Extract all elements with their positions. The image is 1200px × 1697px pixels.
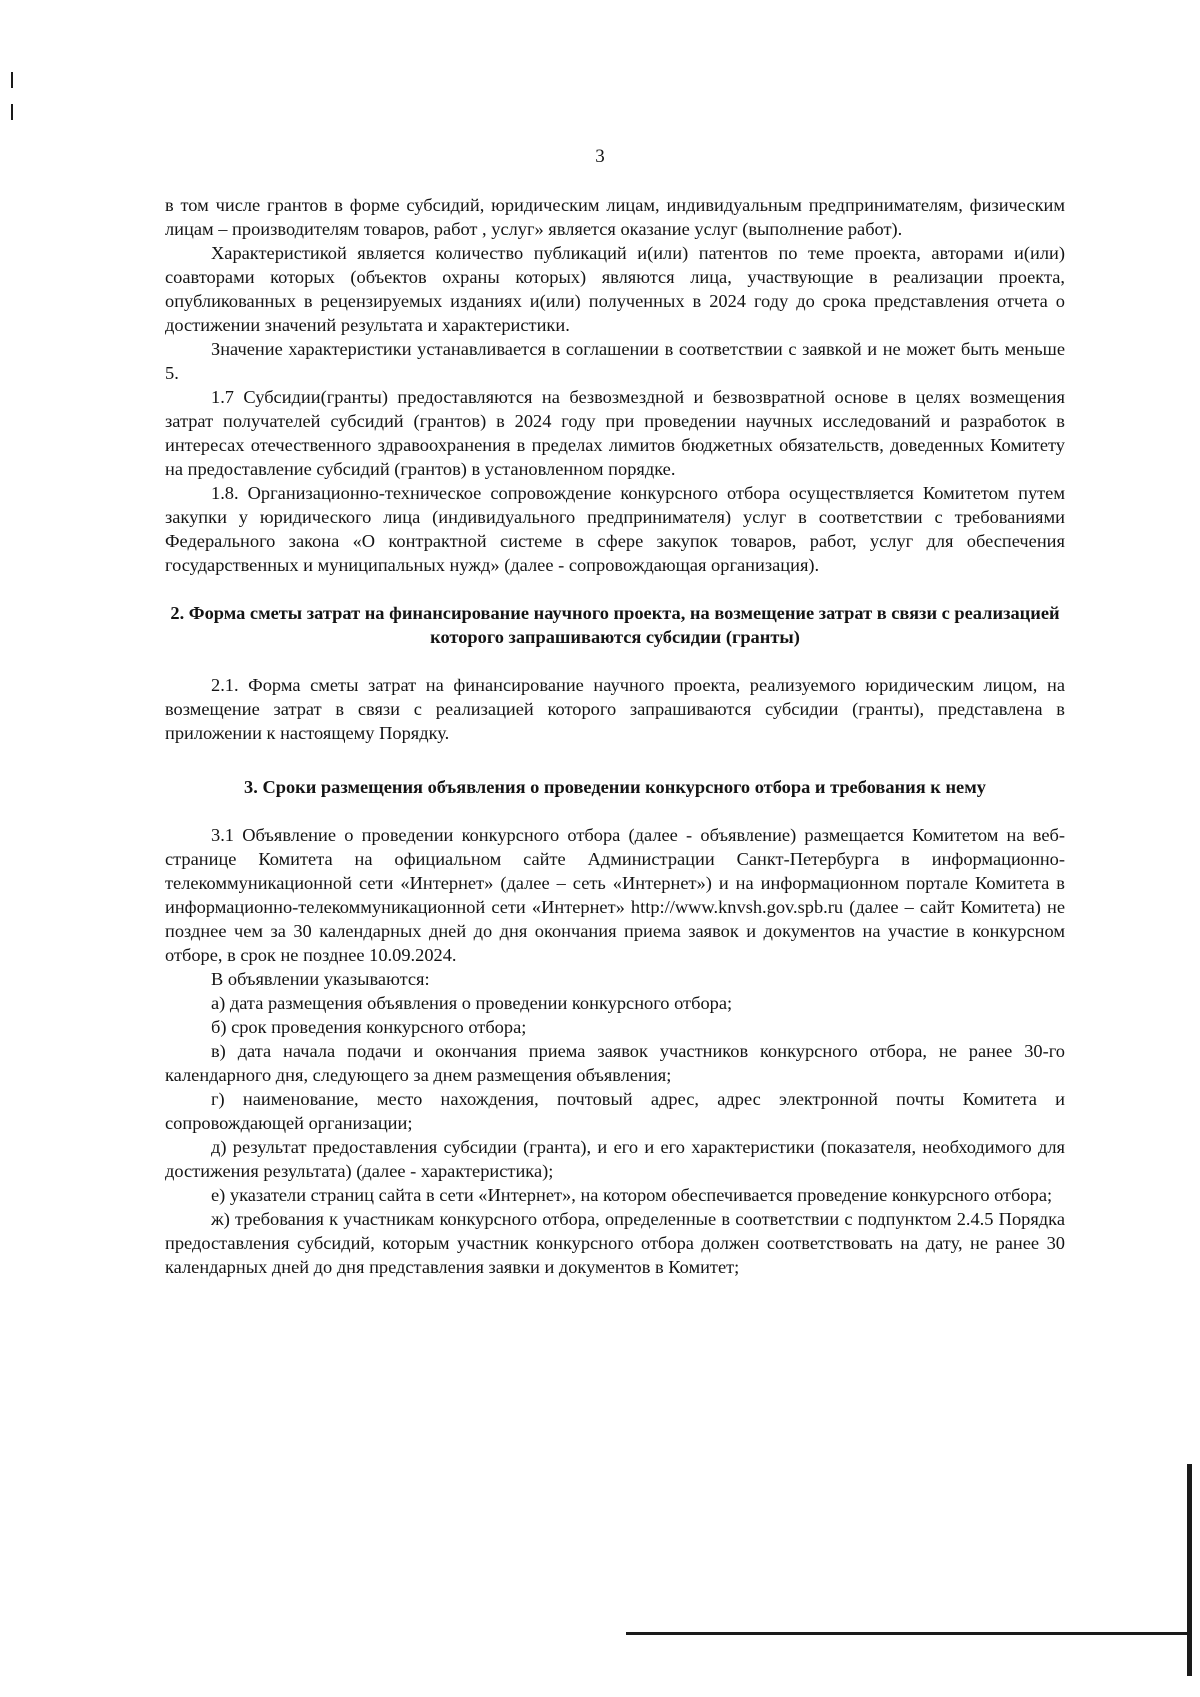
scan-mark xyxy=(11,104,13,120)
paragraph: 1.8. Организационно-техническое сопровождение конкурсного отбора осуществляется Комитетом путем закупки у юридического лица (индивидуального предпринимателя) услуг в соответствии с требованиями Федерального закона «О контрактной системе в сфере закупок товаров, работ, услуг для обеспечения государственных и муниципальных нужд» (далее - сопровождающая организация). xyxy=(165,483,1065,575)
paragraph: 3.1 Объявление о проведении конкурсного отбора (далее - объявление) размещается Комитетом на веб-странице Комитета на официальном сайте Администрации Санкт-Петербурга в информационно-телекоммуникационной сети «Интернет» (далее – сеть «Интернет») и на информационном портале Комитета в информационно-телекоммуникационной сети «Интернет» http://www.knvsh.gov.spb.ru (далее – сайт Комитета) не позднее чем за 30 календарных дней до дня окончания приема заявок и документов на участие в конкурсном отборе, в срок не позднее 10.09.2024. xyxy=(165,825,1065,965)
list-item: б) срок проведения конкурсного отбора; xyxy=(211,1017,527,1037)
list-item: е) указатели страниц сайта в сети «Интернет», на котором обеспечивается проведение конкурсного отбора; xyxy=(211,1185,1053,1205)
list-item: в) дата начала подачи и окончания приема заявок участников конкурсного отбора, не ранее 30-го календарного дня, следующего за днем размещения объявления; xyxy=(165,1041,1065,1085)
list-item: г) наименование, место нахождения, почтовый адрес, адрес электронной почты Комитета и сопровождающей организации; xyxy=(165,1089,1065,1133)
paragraph: в том числе грантов в форме субсидий, юридическим лицам, индивидуальным предпринимателям, физическим лицам – производителям товаров, работ , услуг» является оказание услуг (выполнение работ). xyxy=(165,195,1065,239)
list-item: д) результат предоставления субсидии (гранта), и его и его характеристики (показателя, необходимого для достижения результата) (далее - характеристика); xyxy=(165,1137,1065,1181)
page-number: 3 xyxy=(595,146,605,167)
scan-mark xyxy=(626,1632,1188,1635)
paragraph: Значение характеристики устанавливается в соглашении в соответствии с заявкой и не может быть меньше 5. xyxy=(165,339,1065,383)
section-heading: 2. Форма сметы затрат на финансирование научного проекта, на возмещение затрат в связи с реализацией которого запрашиваются субсидии (гранты) xyxy=(170,603,1060,647)
paragraph: В объявлении указываются: xyxy=(211,969,430,989)
paragraph: 2.1. Форма сметы затрат на финансирование научного проекта, реализуемого юридическим лицом, на возмещение затрат в связи с реализацией которого запрашиваются субсидии (гранты), представлена в приложении к настоящему Порядку. xyxy=(165,675,1065,743)
section-heading: 3. Сроки размещения объявления о проведении конкурсного отбора и требования к нему xyxy=(244,777,986,797)
list-item: ж) требования к участникам конкурсного отбора, определенные в соответствии с подпунктом 2.4.5 Порядка предоставления субсидий, которым участник конкурсного отбора должен соответствовать на дату, не ранее 30 календарных дней до дня представления заявки и документов в Комитет; xyxy=(165,1209,1065,1277)
scan-mark xyxy=(11,72,13,88)
paragraph: Характеристикой является количество публикаций и(или) патентов по теме проекта, авторами и(или) соавторами которых (объектов охраны которых) являются лица, участвующие в реализации проекта, опубликованных в рецензируемых изданиях и(или) полученных в 2024 году до срока представления отчета о достижении значений результата и характеристики. xyxy=(165,243,1065,335)
list-item: а) дата размещения объявления о проведении конкурсного отбора; xyxy=(211,993,733,1013)
paragraph: 1.7 Субсидии(гранты) предоставляются на безвозмездной и безвозвратной основе в целях возмещения затрат получателей субсидий (грантов) в 2024 году при проведении научных исследований и разработок в интересах отечественного здравоохранения в пределах лимитов бюджетных обязательств, доведенных Комитету на предоставление субсидий (грантов) в установленном порядке. xyxy=(165,387,1065,479)
document-body xyxy=(165,193,1065,1279)
scan-mark xyxy=(1187,1464,1192,1676)
